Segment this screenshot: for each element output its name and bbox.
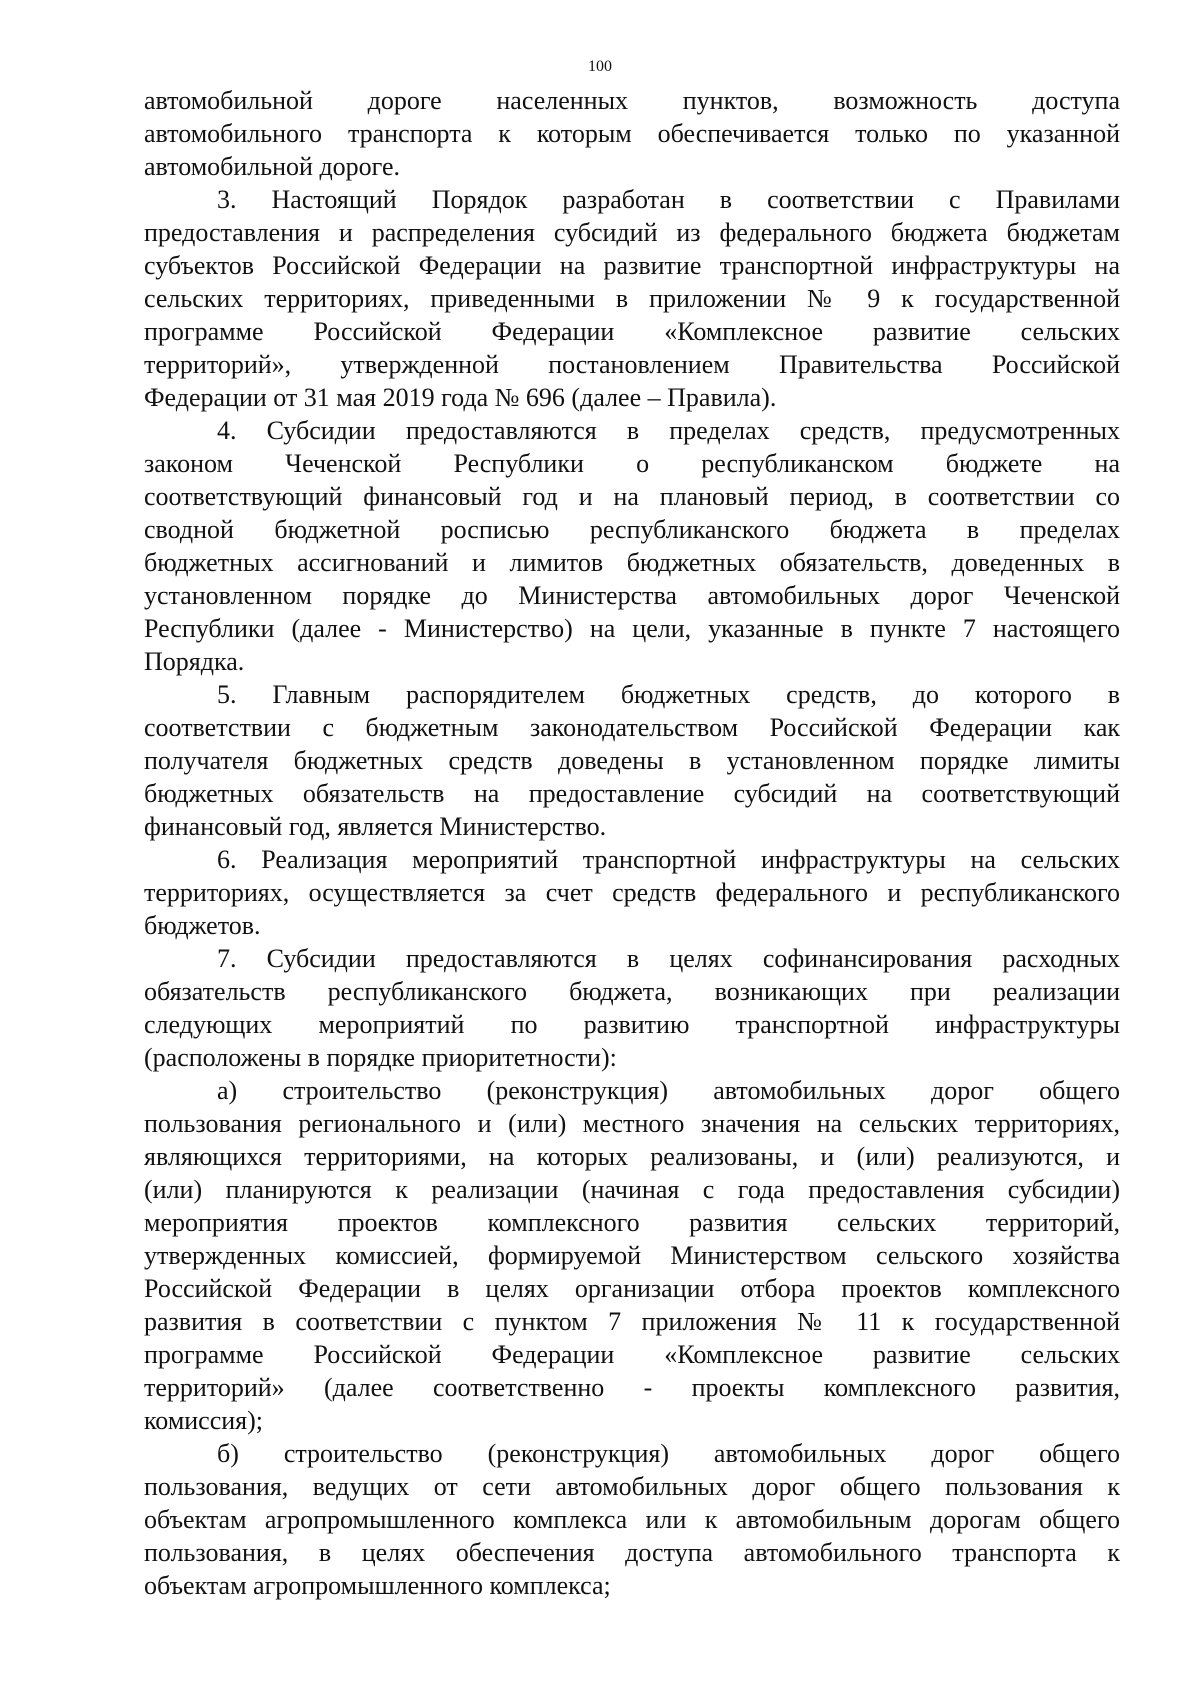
text-line: Порядка. (144, 647, 245, 676)
text-line: 7. Субсидии предоставляются в целях софинансирования расходных (217, 944, 1120, 973)
text-line: программе Российской Федерации «Комплексное развитие сельских (144, 317, 1120, 346)
text-line: пользования, в целях обеспечения доступа автомобильного транспорта к (144, 1538, 1120, 1567)
text-line: мероприятия проектов комплексного развития сельских территорий, (144, 1208, 1120, 1237)
text-line: программе Российской Федерации «Комплексное развитие сельских (144, 1340, 1120, 1369)
body-text (144, 84, 1120, 1602)
text-line: развития в соответствии с пунктом 7 приложения № 11 к государственной (144, 1307, 1120, 1336)
text-line: Российской Федерации в целях организации отбора проектов комплексного (144, 1274, 1120, 1303)
text-line: бюджетных обязательств на предоставление субсидий на соответствующий (144, 779, 1120, 808)
text-line: автомобильной дороге. (144, 152, 401, 181)
text-line: 5. Главным распорядителем бюджетных средств, до которого в (217, 680, 1120, 709)
text-line: (расположены в порядке приоритетности): (144, 1043, 617, 1072)
text-line: автомобильного транспорта к которым обеспечивается только по указанной (144, 119, 1120, 148)
text-line: установленном порядке до Министерства автомобильных дорог Чеченской (144, 581, 1120, 610)
text-line: являющихся территориями, на которых реализованы, и (или) реализуются, и (144, 1142, 1120, 1171)
text-line: утвержденных комиссией, формируемой Министерством сельского хозяйства (144, 1241, 1120, 1270)
text-line: соответствии с бюджетным законодательством Российской Федерации как (144, 713, 1120, 742)
text-line: территориях, осуществляется за счет средств федерального и республиканского (144, 878, 1120, 907)
text-line: обязательств республиканского бюджета, возникающих при реализации (144, 977, 1120, 1006)
text-line: 3. Настоящий Порядок разработан в соответствии с Правилами (217, 185, 1120, 214)
text-line: предоставления и распределения субсидий из федерального бюджета бюджетам (144, 218, 1120, 247)
text-line: Республики (далее - Министерство) на цели, указанные в пункте 7 настоящего (144, 614, 1120, 643)
text-line: сводной бюджетной росписью республиканского бюджета в пределах (144, 515, 1120, 544)
text-line: бюджетов. (144, 911, 261, 940)
text-line: следующих мероприятий по развитию транспортной инфраструктуры (144, 1010, 1120, 1039)
text-line: (или) планируются к реализации (начиная с года предоставления субсидии) (144, 1175, 1120, 1204)
text-line: финансовый год, является Министерство. (144, 812, 607, 841)
text-line: бюджетных ассигнований и лимитов бюджетных обязательств, доведенных в (144, 548, 1120, 577)
text-line: автомобильной дороге населенных пунктов, возможность доступа (144, 86, 1120, 115)
text-line: получателя бюджетных средств доведены в установленном порядке лимиты (144, 746, 1120, 775)
text-line: территорий» (далее соответственно - проекты комплексного развития, (144, 1373, 1120, 1402)
text-line: территорий», утвержденной постановлением Правительства Российской (144, 350, 1120, 379)
text-line: субъектов Российской Федерации на развитие транспортной инфраструктуры на (144, 251, 1120, 280)
text-line: Федерации от 31 мая 2019 года № 696 (далее – Правила). (144, 383, 777, 412)
text-line: соответствующий финансовый год и на плановый период, в соответствии со (144, 482, 1120, 511)
text-line: 6. Реализация мероприятий транспортной инфраструктуры на сельских (217, 845, 1120, 874)
text-line: объектам агропромышленного комплекса; (144, 1571, 611, 1600)
page-number: 100 (588, 58, 612, 75)
text-line: сельских территориях, приведенными в приложении № 9 к государственной (144, 284, 1120, 313)
text-line: 4. Субсидии предоставляются в пределах средств, предусмотренных (217, 416, 1120, 445)
text-line: б) строительство (реконструкция) автомобильных дорог общего (217, 1439, 1120, 1468)
text-line: пользования регионального и (или) местного значения на сельских территориях, (144, 1109, 1120, 1138)
text-line: объектам агропромышленного комплекса или к автомобильным дорогам общего (144, 1505, 1120, 1534)
text-line: пользования, ведущих от сети автомобильных дорог общего пользования к (144, 1472, 1120, 1501)
text-line: а) строительство (реконструкция) автомобильных дорог общего (217, 1076, 1120, 1105)
text-line: законом Чеченской Республики о республиканском бюджете на (144, 449, 1120, 478)
text-line: комиссия); (144, 1406, 264, 1435)
